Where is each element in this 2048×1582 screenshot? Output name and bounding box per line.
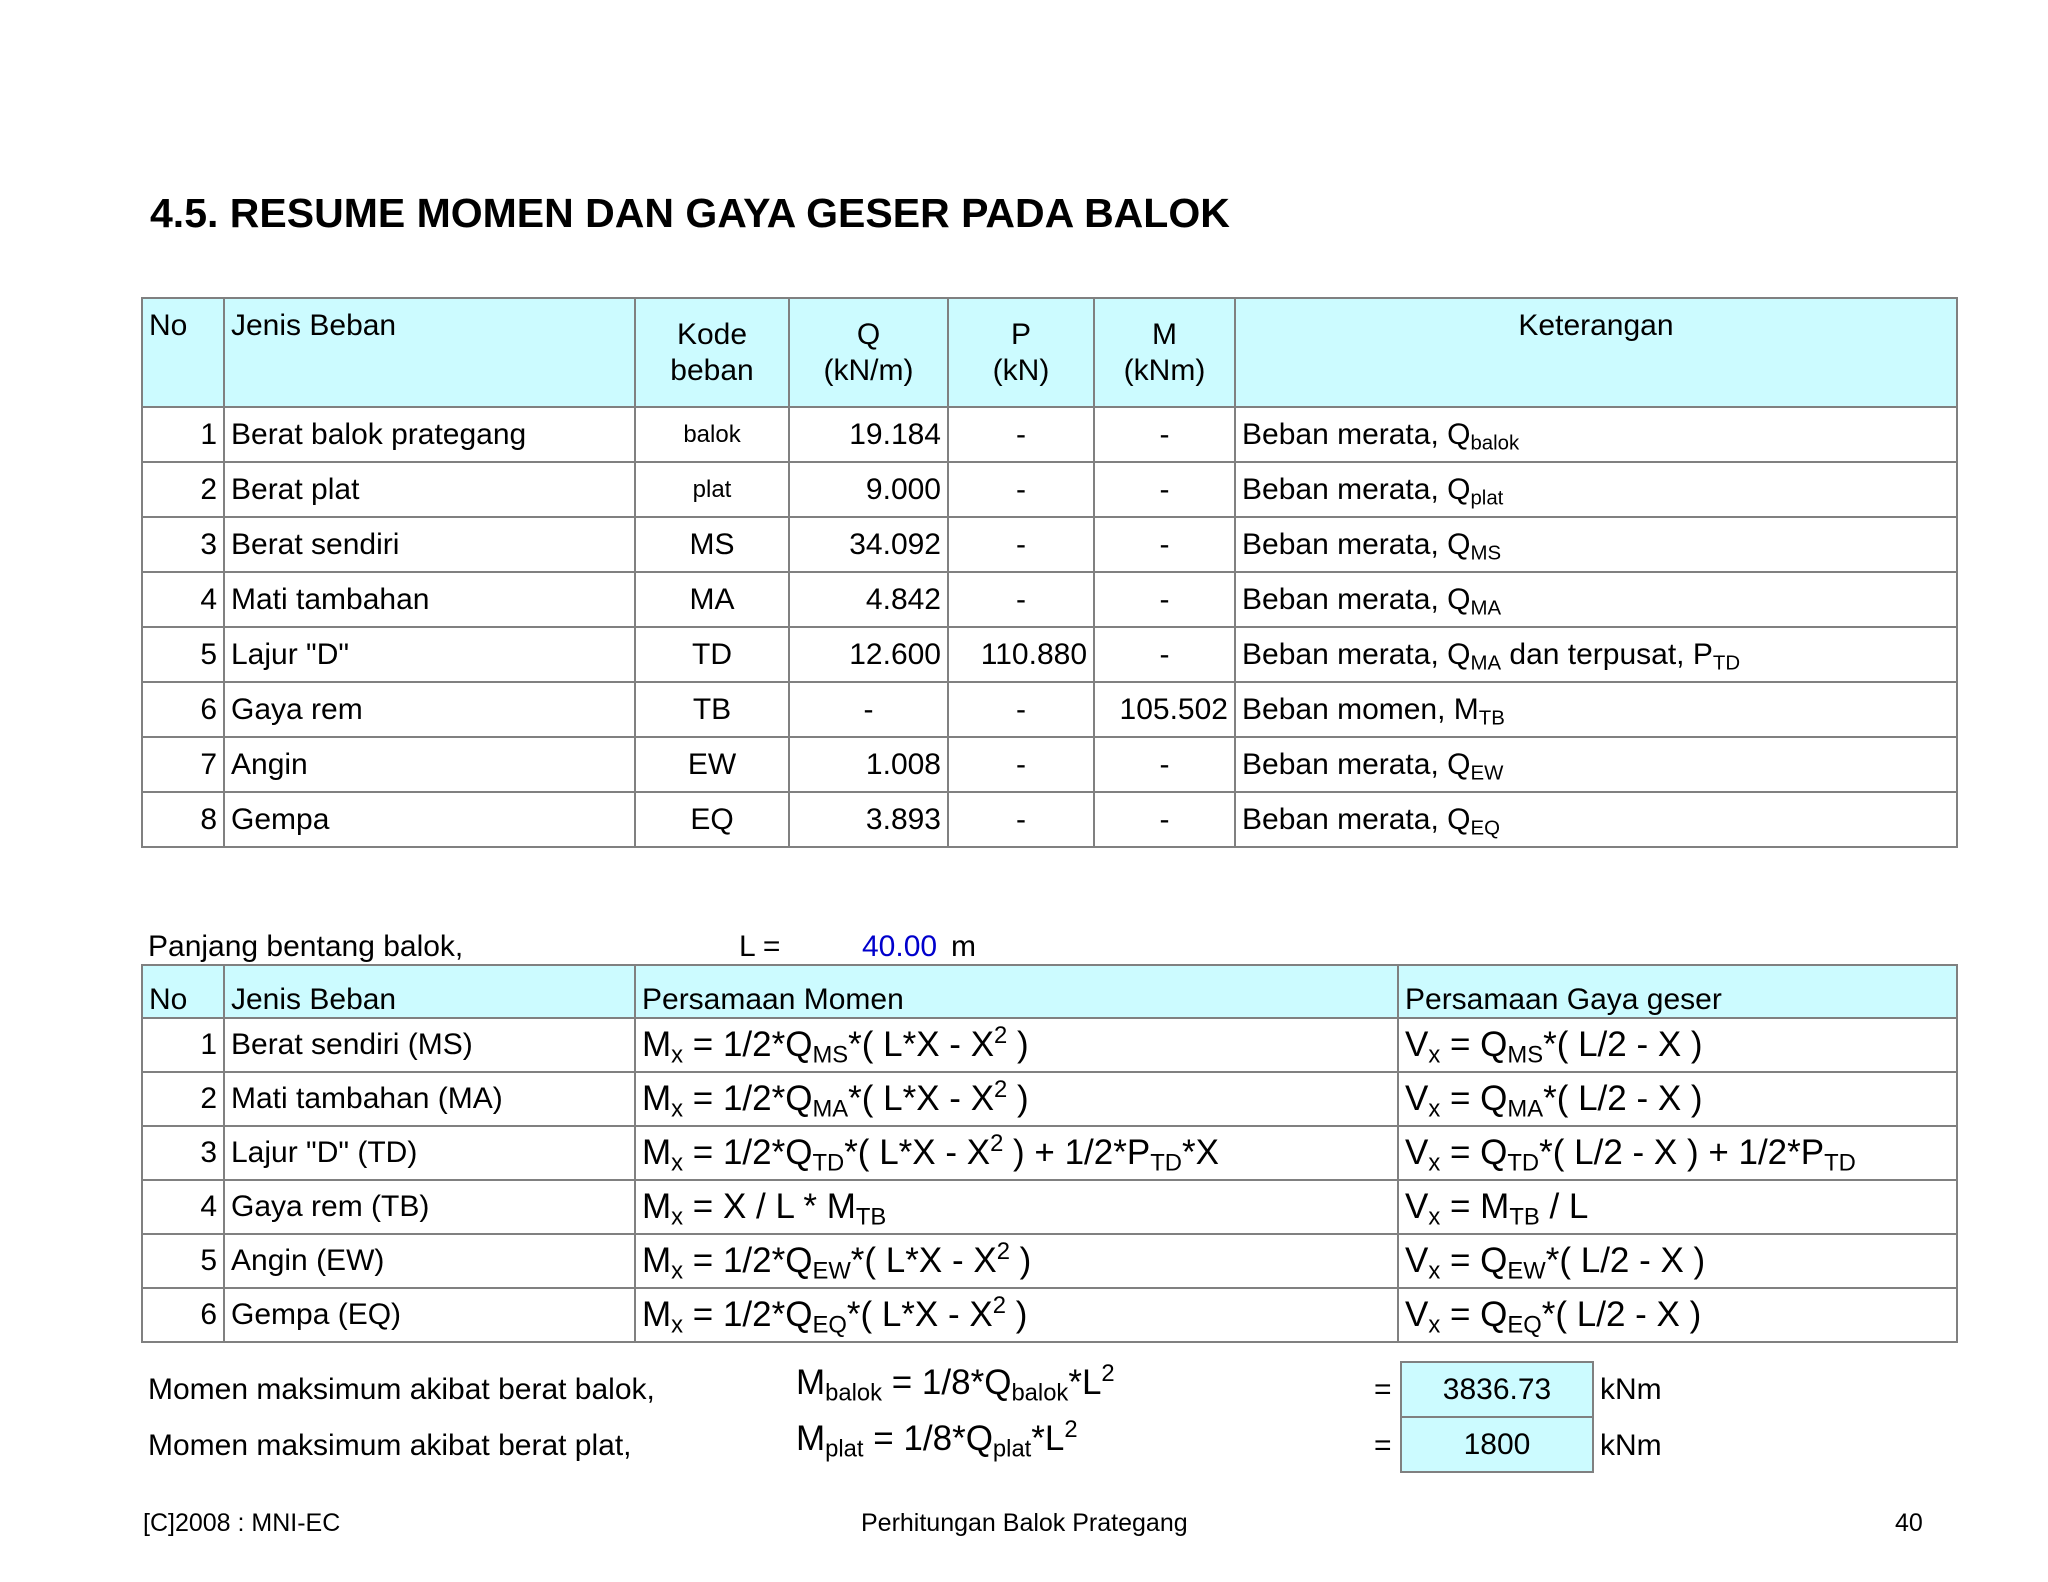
cell-no: 2 (142, 1072, 224, 1126)
cell-p: - (948, 737, 1094, 792)
col-header-jenis: Jenis Beban (224, 298, 635, 407)
cell-no: 4 (142, 1180, 224, 1234)
cell-kode: MS (635, 517, 789, 572)
table-row (142, 1288, 1957, 1342)
cell-jenis: Angin (EW) (224, 1234, 635, 1288)
span-unit: m (951, 930, 976, 963)
cell-kode: EQ (635, 792, 789, 847)
cell-shear-equation: $V_x = Q_{MA}*$( L/2 - X ) (1398, 1072, 1957, 1126)
cell-q: - (789, 682, 948, 737)
cell-keterangan: Beban merata, $Q_{plat}$ (1235, 462, 1957, 517)
cell-jenis: Gempa (224, 792, 635, 847)
cell-q: 34.092 (789, 517, 948, 572)
cell-jenis: Angin (224, 737, 635, 792)
table-row (142, 462, 1957, 517)
cell-q: 19.184 (789, 407, 948, 462)
cell-shear-equation: $V_x = Q_{MS}*$( L/2 - X ) (1398, 1018, 1957, 1072)
footer-document-title: Perhitungan Balok Prategang (861, 1509, 1188, 1537)
table-row (142, 517, 1957, 572)
cell-kode: EW (635, 737, 789, 792)
cell-jenis: Berat balok prategang (224, 407, 635, 462)
load-summary-table (141, 297, 1958, 848)
table-row (142, 407, 1957, 462)
cell-m: - (1094, 517, 1235, 572)
table-header-row (142, 965, 1957, 1018)
cell-m: - (1094, 462, 1235, 517)
cell-shear-equation: $V_x = Q_{TD}*$( L/2 - X ) + $1/2*P_{TD}$ (1398, 1126, 1957, 1180)
cell-no: 2 (142, 462, 224, 517)
max-moment-balok-formula: $M_{balok} = 1/8*Q_{balok}*L^2$ (796, 1359, 1115, 1407)
cell-no: 7 (142, 737, 224, 792)
col-header-no: No (142, 965, 224, 1018)
cell-m: - (1094, 572, 1235, 627)
col-header-m: M (1094, 298, 1235, 354)
cell-jenis: Berat plat (224, 462, 635, 517)
cell-kode: balok (635, 407, 789, 462)
cell-p: - (948, 792, 1094, 847)
cell-jenis: Lajur "D" (TD) (224, 1126, 635, 1180)
col-header-momen: Persamaan Momen (635, 965, 1398, 1018)
cell-keterangan: Beban merata, $Q_{EQ}$ (1235, 792, 1957, 847)
cell-jenis: Mati tambahan (224, 572, 635, 627)
cell-q: 4.842 (789, 572, 948, 627)
cell-kode: plat (635, 462, 789, 517)
cell-shear-equation: $V_x = Q_{EW}*$( L/2 - X ) (1398, 1234, 1957, 1288)
table-row (142, 1234, 1957, 1288)
cell-p: - (948, 572, 1094, 627)
cell-p: - (948, 517, 1094, 572)
cell-keterangan: Beban merata, $Q_{MS}$ (1235, 517, 1957, 572)
cell-no: 3 (142, 1126, 224, 1180)
cell-moment-equation: $M_x = 1/2*Q_{MS}*$( $L*X - X^2$ ) (635, 1018, 1398, 1072)
max-moment-plat-unit: kNm (1600, 1429, 1662, 1462)
cell-keterangan: Beban merata, $Q_{balok}$ (1235, 407, 1957, 462)
col-header-keterangan: Keterangan (1235, 298, 1957, 407)
cell-no: 5 (142, 627, 224, 682)
cell-p: - (948, 462, 1094, 517)
max-moment-balok-label: Momen maksimum akibat berat balok, (148, 1373, 655, 1406)
col-header-kode: Kode (635, 298, 789, 354)
cell-no: 3 (142, 517, 224, 572)
cell-p: - (948, 407, 1094, 462)
table-row (142, 572, 1957, 627)
cell-kode: TB (635, 682, 789, 737)
cell-moment-equation: $M_x = 1/2*Q_{TD}*$( $L*X - X^2$ ) + $1/2*P_{TD}*X$ (635, 1126, 1398, 1180)
cell-jenis: Gempa (EQ) (224, 1288, 635, 1342)
max-moment-plat-formula: $M_{plat} = 1/8*Q_{plat}*L^2$ (796, 1415, 1078, 1463)
cell-m: - (1094, 627, 1235, 682)
footer-copyright: [C]2008 : MNI-EC (143, 1509, 341, 1537)
cell-q: 1.008 (789, 737, 948, 792)
cell-jenis: Gaya rem (TB) (224, 1180, 635, 1234)
cell-kode: TD (635, 627, 789, 682)
cell-no: 8 (142, 792, 224, 847)
table-row (142, 1018, 1957, 1072)
footer-page-number: 40 (1895, 1509, 1923, 1537)
max-moment-plat-label: Momen maksimum akibat berat plat, (148, 1429, 632, 1462)
cell-p: 110.880 (948, 627, 1094, 682)
cell-no: 6 (142, 1288, 224, 1342)
cell-moment-equation: $M_x = 1/2*Q_{EW}*$( $L*X - X^2$ ) (635, 1234, 1398, 1288)
cell-moment-equation: $M_x = 1/2*Q_{MA}*$( $L*X - X^2$ ) (635, 1072, 1398, 1126)
equations-table (141, 964, 1958, 1343)
table-row (142, 792, 1957, 847)
cell-kode: MA (635, 572, 789, 627)
max-moment-plat-equals: = (1374, 1429, 1392, 1462)
cell-no: 5 (142, 1234, 224, 1288)
max-moment-balok-unit: kNm (1600, 1373, 1662, 1406)
table-row (142, 737, 1957, 792)
cell-no: 1 (142, 407, 224, 462)
cell-shear-equation: $V_x = Q_{EQ}*$( L/2 - X ) (1398, 1288, 1957, 1342)
max-moment-balok-equals: = (1374, 1373, 1392, 1406)
cell-no: 6 (142, 682, 224, 737)
page-title: 4.5. RESUME MOMEN DAN GAYA GESER PADA BALOK (150, 190, 1230, 236)
col-header-p-unit: (kN) (948, 354, 1094, 407)
cell-no: 1 (142, 1018, 224, 1072)
col-header-q-unit: (kN/m) (789, 354, 948, 407)
cell-moment-equation: $M_x = 1/2*Q_{EQ}*$( $L*X - X^2$ ) (635, 1288, 1398, 1342)
table-row (142, 627, 1957, 682)
cell-jenis: Berat sendiri (MS) (224, 1018, 635, 1072)
cell-shear-equation: $V_x = M_{TB} / L$ (1398, 1180, 1957, 1234)
col-header-m-unit: (kNm) (1094, 354, 1235, 407)
cell-jenis: Berat sendiri (224, 517, 635, 572)
span-symbol: L = (739, 930, 781, 963)
cell-m: - (1094, 737, 1235, 792)
cell-m: 105.502 (1094, 682, 1235, 737)
col-header-jenis: Jenis Beban (224, 965, 635, 1018)
cell-m: - (1094, 792, 1235, 847)
col-header-no: No (142, 298, 224, 407)
cell-keterangan: Beban merata, $Q_{MA}$ (1235, 572, 1957, 627)
cell-q: 9.000 (789, 462, 948, 517)
max-moment-balok-value: 3836.73 (1400, 1361, 1594, 1418)
cell-q: 12.600 (789, 627, 948, 682)
cell-m: - (1094, 407, 1235, 462)
col-header-q: Q (789, 298, 948, 354)
cell-keterangan: Beban merata, $Q_{MA}$ dan terpusat, $P_{TD}$ (1235, 627, 1957, 682)
cell-jenis: Gaya rem (224, 682, 635, 737)
cell-no: 4 (142, 572, 224, 627)
cell-q: 3.893 (789, 792, 948, 847)
col-header-kode-unit: beban (635, 354, 789, 407)
table-row (142, 1180, 1957, 1234)
table-row (142, 1072, 1957, 1126)
table-header-row (142, 298, 1957, 354)
table-row (142, 1126, 1957, 1180)
cell-jenis: Lajur "D" (224, 627, 635, 682)
max-moment-plat-value: 1800 (1400, 1416, 1594, 1473)
cell-moment-equation: $M_x = X / L * M_{TB}$ (635, 1180, 1398, 1234)
table-row (142, 682, 1957, 737)
span-label: Panjang bentang balok, (148, 930, 464, 963)
span-value: 40.00 (862, 930, 938, 963)
cell-jenis: Mati tambahan (MA) (224, 1072, 635, 1126)
cell-keterangan: Beban merata, $Q_{EW}$ (1235, 737, 1957, 792)
cell-p: - (948, 682, 1094, 737)
col-header-p: P (948, 298, 1094, 354)
cell-keterangan: Beban momen, $M_{TB}$ (1235, 682, 1957, 737)
col-header-geser: Persamaan Gaya geser (1398, 965, 1957, 1018)
